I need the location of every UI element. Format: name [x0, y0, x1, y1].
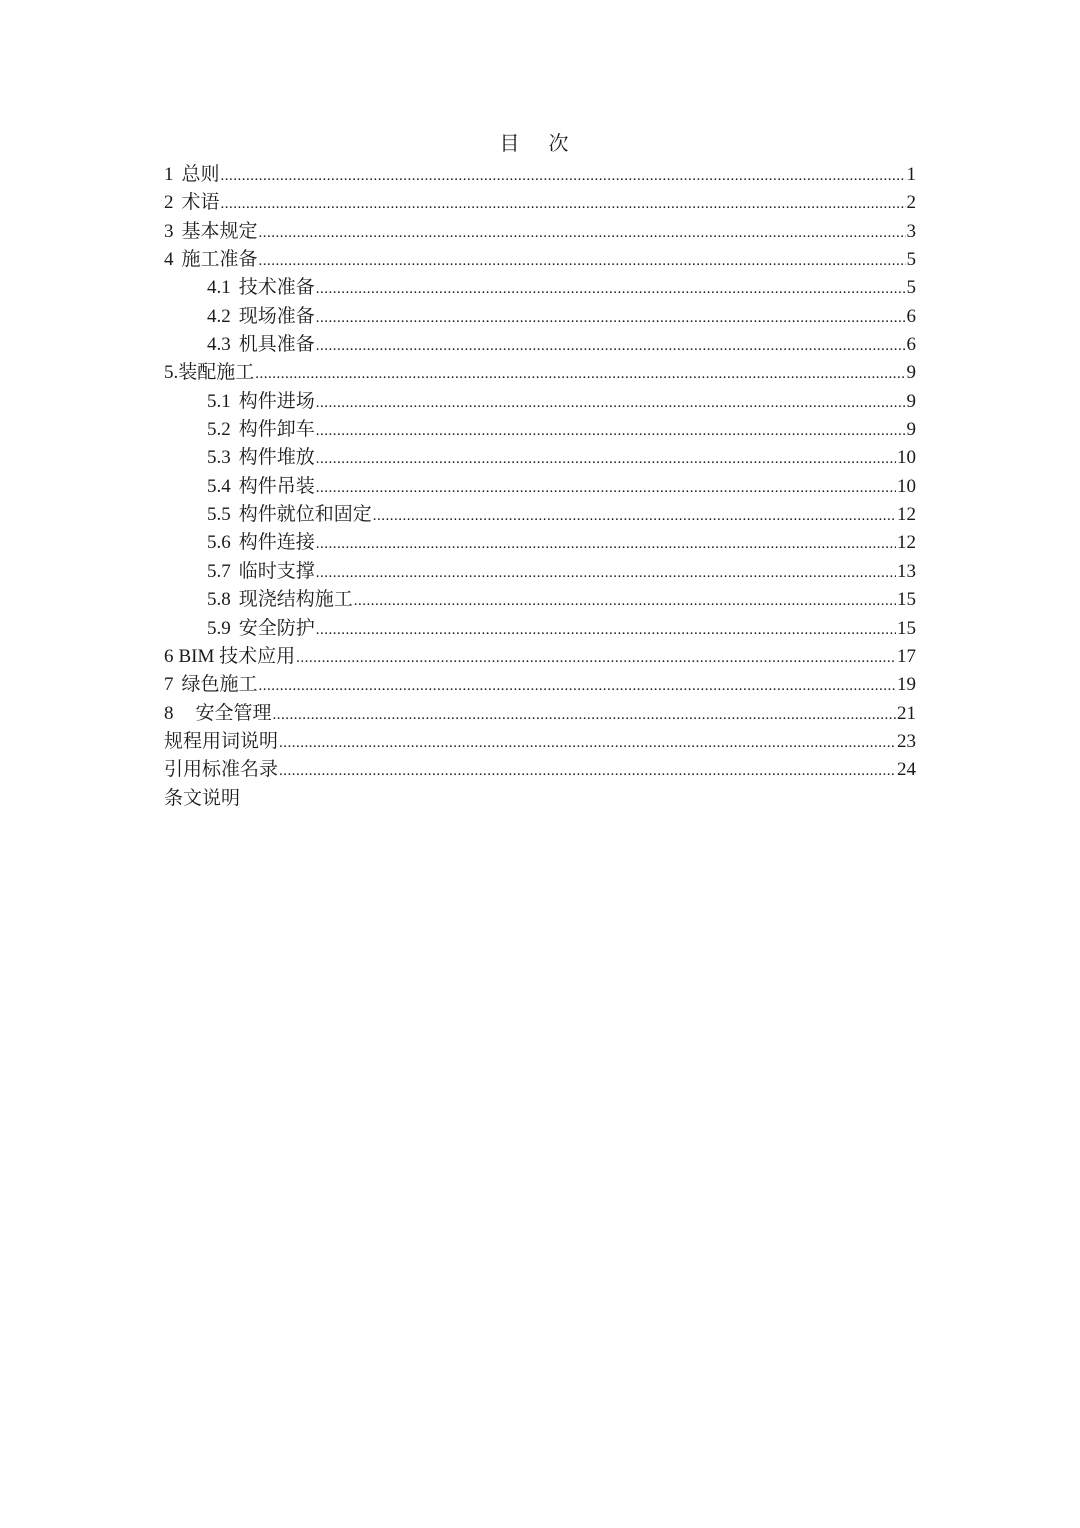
toc-entry-page: 24 [897, 759, 916, 781]
toc-entry-2[interactable] [164, 189, 916, 217]
toc-entry-label: 现场准备 [238, 305, 315, 327]
table-of-contents [164, 161, 916, 813]
toc-entry-page: 5 [906, 277, 916, 299]
toc-entry-page: 17 [897, 645, 916, 667]
toc-entry-page: 9 [906, 390, 916, 412]
toc-entry-label: 术语 [181, 192, 220, 214]
dot-leader [316, 275, 906, 303]
dot-leader [316, 304, 906, 332]
dot-leader [316, 474, 896, 502]
toc-entry-page: 19 [897, 674, 916, 696]
dot-leader [316, 389, 906, 417]
toc-entry-4-2[interactable] [164, 303, 916, 331]
toc-entry-number: 1 [164, 164, 174, 185]
dot-leader [354, 587, 896, 615]
toc-entry-6[interactable] [164, 643, 916, 671]
toc-entry-page: 15 [897, 617, 916, 639]
toc-entry-number: 4.2 [207, 305, 231, 327]
dot-leader [259, 247, 906, 275]
dot-leader [221, 162, 906, 190]
toc-entry-label: 基本规定 [181, 220, 258, 242]
toc-entry-number: 5.5 [207, 504, 231, 526]
toc-entry-5-2[interactable] [164, 416, 916, 444]
toc-entry-number: 2 [164, 192, 174, 214]
toc-entry-page: 9 [906, 362, 916, 384]
toc-entry-number: 5.3 [207, 447, 231, 469]
toc-entry-number: 5.7 [207, 560, 231, 582]
toc-entry-page: 9 [906, 419, 916, 441]
toc-entry-number: 7 [164, 674, 174, 696]
dot-leader [259, 672, 896, 700]
dot-leader [255, 360, 905, 388]
dot-leader [316, 445, 896, 473]
dot-leader [279, 757, 896, 785]
toc-entry-page: 1 [906, 164, 916, 185]
toc-entry-label: 绿色施工 [181, 674, 258, 696]
toc-entry-page: 2 [906, 192, 916, 214]
toc-entry-5-9[interactable] [164, 615, 916, 643]
toc-entry-5-1[interactable] [164, 388, 916, 416]
toc-entry-page: 15 [897, 589, 916, 611]
dot-leader [316, 332, 906, 360]
toc-entry-number: 8 [164, 702, 174, 724]
toc-entry-page: 6 [906, 305, 916, 327]
toc-entry-5-3[interactable] [164, 444, 916, 472]
toc-entry-4-1[interactable] [164, 274, 916, 302]
dot-leader [373, 502, 896, 530]
toc-entry-label: 施工准备 [181, 249, 258, 271]
toc-entry-page: 12 [897, 532, 916, 554]
toc-entry-label: 构件堆放 [238, 447, 315, 469]
toc-entry-label: 技术准备 [238, 277, 315, 299]
toc-entry-number: 4 [164, 249, 174, 271]
toc-entry-8[interactable] [164, 700, 916, 728]
dot-leader [316, 530, 896, 558]
toc-entry-5-6[interactable] [164, 529, 916, 557]
toc-entry-4[interactable] [164, 246, 916, 274]
toc-entry-label: 条文说明 [164, 787, 241, 809]
toc-entry-explanation[interactable] [164, 785, 916, 813]
toc-entry-page: 21 [897, 702, 916, 724]
dot-leader [259, 219, 906, 247]
toc-entry-page: 12 [897, 504, 916, 526]
toc-entry-label: 构件就位和固定 [238, 504, 372, 526]
toc-entry-label: BIM 技术应用 [178, 645, 296, 667]
toc-entry-page: 23 [897, 730, 916, 752]
toc-entry-label: 机具准备 [238, 334, 315, 356]
toc-entry-label: 安全防护 [238, 617, 315, 639]
dot-leader [279, 729, 896, 757]
toc-entry-label: 构件吊装 [238, 475, 315, 497]
toc-entry-5-7[interactable] [164, 558, 916, 586]
toc-entry-3[interactable] [164, 218, 916, 246]
toc-entry-4-3[interactable] [164, 331, 916, 359]
dot-leader [316, 616, 896, 644]
toc-entry-7[interactable] [164, 671, 916, 699]
toc-entry-page: 13 [897, 560, 916, 582]
toc-entry-page: 10 [897, 447, 916, 469]
toc-entry-number: 5.6 [207, 532, 231, 554]
toc-entry-number: 4.1 [207, 277, 231, 299]
toc-entry-page: 5 [906, 249, 916, 271]
toc-entry-label: 构件卸车 [238, 419, 315, 441]
toc-entry-number: 4.3 [207, 334, 231, 356]
toc-entry-page: 6 [906, 334, 916, 356]
toc-entry-terminology[interactable] [164, 728, 916, 756]
toc-entry-label: 临时支撑 [238, 560, 315, 582]
toc-entry-1[interactable] [164, 161, 916, 189]
toc-entry-page: 3 [906, 220, 916, 242]
toc-entry-number: 5.8 [207, 589, 231, 611]
toc-entry-label: 规程用词说明 [164, 730, 279, 752]
toc-entry-label: 总则 [181, 164, 220, 185]
toc-entry-number: 6 [164, 645, 174, 667]
toc-title: 目 次 [499, 133, 581, 155]
toc-entry-5-8[interactable] [164, 586, 916, 614]
toc-entry-number: 5.1 [207, 390, 231, 412]
toc-entry-5[interactable] [164, 359, 916, 387]
toc-entry-label: 现浇结构施工 [238, 589, 353, 611]
toc-entry-number: 5. [164, 362, 179, 384]
toc-entry-number: 5.2 [207, 419, 231, 441]
toc-entry-label: 引用标准名录 [164, 759, 279, 781]
dot-leader [316, 559, 896, 587]
toc-entry-number: 5.9 [207, 617, 231, 639]
toc-entry-page: 10 [897, 475, 916, 497]
toc-entry-5-5[interactable] [164, 501, 916, 529]
toc-entry-label: 安全管理 [195, 702, 272, 724]
toc-entry-label: 构件进场 [238, 390, 315, 412]
dot-leader [221, 190, 906, 218]
dot-leader [296, 644, 896, 672]
toc-entry-number: 3 [164, 220, 174, 242]
toc-entry-label: 装配施工 [178, 362, 255, 384]
toc-entry-number: 5.4 [207, 475, 231, 497]
toc-entry-5-4[interactable] [164, 473, 916, 501]
dot-leader [316, 417, 906, 445]
toc-entry-referenced-standards[interactable] [164, 756, 916, 784]
toc-entry-label: 构件连接 [238, 532, 315, 554]
dot-leader [273, 701, 896, 729]
